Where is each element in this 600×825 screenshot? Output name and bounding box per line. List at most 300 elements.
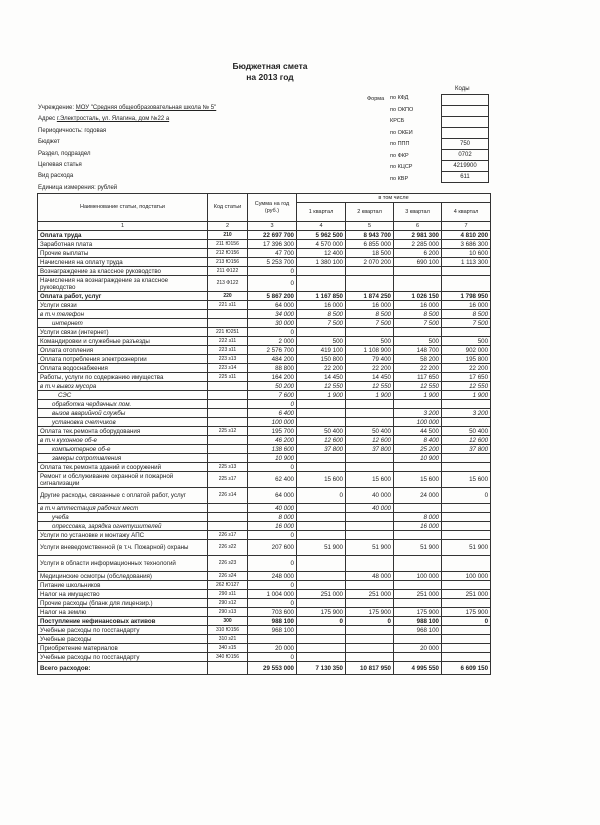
row-name: Услуги связи <box>38 301 208 310</box>
row-q2 <box>346 581 394 590</box>
row-q4 <box>442 626 491 635</box>
row-q4 <box>442 581 491 590</box>
row-q1: 15 600 <box>297 472 346 488</box>
row-code: 223 з13 <box>208 355 248 364</box>
row-q3: 22 200 <box>394 364 442 373</box>
table-row <box>38 328 491 337</box>
row-sum: 7 600 <box>248 391 297 400</box>
row-q1 <box>297 522 346 531</box>
row-q1: 8 500 <box>297 310 346 319</box>
row-q4: 37 800 <box>442 445 491 454</box>
row-code: 211 Ю156 <box>208 240 248 249</box>
header-sum: Сумма на год (руб.) <box>248 194 297 222</box>
row-q4 <box>442 400 491 409</box>
row-sum: 703 600 <box>248 608 297 617</box>
row-name: обработка чердачных пом. <box>38 400 208 409</box>
row-q3 <box>394 463 442 472</box>
institution-label: Учреждение: <box>38 105 76 111</box>
row-q4: 0 <box>442 617 491 626</box>
row-sum: 22 697 700 <box>248 231 297 240</box>
row-name: Налог на землю <box>38 608 208 617</box>
table-row <box>38 258 491 267</box>
row-q4 <box>442 454 491 463</box>
row-q2: 37 800 <box>346 445 394 454</box>
row-q4: 500 <box>442 337 491 346</box>
row-q1: 1 900 <box>297 391 346 400</box>
table-row <box>38 504 491 513</box>
row-q4: 6 609 150 <box>442 662 491 675</box>
row-q1: 251 000 <box>297 590 346 599</box>
row-q2: 40 000 <box>346 504 394 513</box>
code-value: 611 <box>442 172 489 183</box>
code-value: 0702 <box>442 150 489 161</box>
row-q2 <box>346 531 394 540</box>
row-q1: 419 100 <box>297 346 346 355</box>
row-q2: 500 <box>346 337 394 346</box>
code-label: по КЦСР <box>390 164 413 170</box>
row-q1 <box>297 409 346 418</box>
row-q2: 15 600 <box>346 472 394 488</box>
row-code: 210 <box>208 231 248 240</box>
row-q4 <box>442 653 491 662</box>
table-row <box>38 249 491 258</box>
row-sum: 0 <box>248 599 297 608</box>
row-q2 <box>346 522 394 531</box>
row-q3: 8 000 <box>394 513 442 522</box>
row-name: Поступление нефинансовых активов <box>38 617 208 626</box>
row-q2 <box>346 267 394 276</box>
row-code: 225 з17 <box>208 472 248 488</box>
row-q3: 1 026 150 <box>394 292 442 301</box>
table-row <box>38 310 491 319</box>
row-sum: 138 600 <box>248 445 297 454</box>
row-sum: 0 <box>248 653 297 662</box>
row-q4: 902 000 <box>442 346 491 355</box>
row-q3 <box>394 653 442 662</box>
row-q3 <box>394 276 442 292</box>
row-code: 226 з24 <box>208 572 248 581</box>
row-sum: 968 100 <box>248 626 297 635</box>
row-sum: 0 <box>248 328 297 337</box>
col-num: 3 <box>248 222 297 231</box>
row-code: 223 з11 <box>208 346 248 355</box>
col-num: 5 <box>346 222 394 231</box>
code-label: по ФКР <box>390 152 409 159</box>
row-q2 <box>346 599 394 608</box>
row-name: в т.ч телефон <box>38 310 208 319</box>
row-name: Начисления на вознаграждение за классное руководство <box>38 276 208 292</box>
row-sum: 164 200 <box>248 373 297 382</box>
row-sum: 29 553 000 <box>248 662 297 675</box>
code-label: по ОКПО <box>390 106 414 113</box>
row-q1 <box>297 276 346 292</box>
table-row <box>38 418 491 427</box>
row-code <box>208 400 248 409</box>
row-q4: 50 400 <box>442 427 491 436</box>
row-sum: 0 <box>248 267 297 276</box>
row-q1: 12 400 <box>297 249 346 258</box>
row-name: Питание школьников <box>38 581 208 590</box>
row-q4: 195 800 <box>442 355 491 364</box>
table-row <box>38 540 491 556</box>
expense-type-label: Вид расхода <box>38 173 74 180</box>
table-row <box>38 364 491 373</box>
row-sum: 0 <box>248 276 297 292</box>
row-code: 213 Ю156 <box>208 258 248 267</box>
row-q3: 8 400 <box>394 436 442 445</box>
row-sum: 62 400 <box>248 472 297 488</box>
row-q3 <box>394 400 442 409</box>
row-q1: 4 570 000 <box>297 240 346 249</box>
row-q1 <box>297 572 346 581</box>
row-name: Прочие выплаты <box>38 249 208 258</box>
row-code: 262 Ю127 <box>208 581 248 590</box>
code-value <box>442 128 489 139</box>
row-q2 <box>346 653 394 662</box>
row-q4 <box>442 463 491 472</box>
row-q1: 7 500 <box>297 319 346 328</box>
row-q1 <box>297 328 346 337</box>
row-q1 <box>297 599 346 608</box>
row-q1: 14 450 <box>297 373 346 382</box>
row-q4 <box>442 556 491 572</box>
table-row <box>38 436 491 445</box>
row-name: Ремонт и обслуживание охранной и пожарной сигнализации <box>38 472 208 488</box>
table-row <box>38 463 491 472</box>
budget-label: Бюджет <box>38 139 60 146</box>
row-q3: 8 500 <box>394 310 442 319</box>
table-row <box>38 409 491 418</box>
row-q2 <box>346 556 394 572</box>
row-sum: 50 200 <box>248 382 297 391</box>
row-q1: 175 900 <box>297 608 346 617</box>
row-sum: 47 700 <box>248 249 297 258</box>
code-label: по КВР <box>390 175 409 182</box>
row-q1: 0 <box>297 617 346 626</box>
table-row <box>38 488 491 504</box>
periodicity: Периодичность: годовая <box>38 127 107 134</box>
row-name: компьютерное об-е <box>38 445 208 454</box>
row-q2 <box>346 276 394 292</box>
row-code: 310 з21 <box>208 635 248 644</box>
row-q3: 44 500 <box>394 427 442 436</box>
row-q1: 16 000 <box>297 301 346 310</box>
document-meta <box>38 103 216 194</box>
row-q1: 150 800 <box>297 355 346 364</box>
row-q2: 14 450 <box>346 373 394 382</box>
row-name: учеба <box>38 513 208 522</box>
table-row <box>38 626 491 635</box>
row-q2 <box>346 418 394 427</box>
row-name: Прочие расходы (бланк для лицензир.) <box>38 599 208 608</box>
row-q4: 22 200 <box>442 364 491 373</box>
row-sum: 207 600 <box>248 540 297 556</box>
row-q3: 2 285 000 <box>394 240 442 249</box>
row-q2: 1 874 250 <box>346 292 394 301</box>
row-sum: 0 <box>248 400 297 409</box>
row-q1: 1 167 850 <box>297 292 346 301</box>
table-row <box>38 472 491 488</box>
row-name: Оплата тек.ремонта зданий и сооружений <box>38 463 208 472</box>
address-value: г.Электросталь, ул. Ялагина, дом №22 а <box>56 116 170 123</box>
row-q2: 2 070 200 <box>346 258 394 267</box>
row-name: в т.ч аттестация рабочих мест <box>38 504 208 513</box>
row-code: 221 з11 <box>208 301 248 310</box>
row-q1: 12 550 <box>297 382 346 391</box>
row-sum: 30 000 <box>248 319 297 328</box>
row-q2: 7 500 <box>346 319 394 328</box>
row-name: Оплата водоснабжения <box>38 364 208 373</box>
row-q2: 79 400 <box>346 355 394 364</box>
row-code <box>208 319 248 328</box>
row-q1: 1 380 100 <box>297 258 346 267</box>
row-q1 <box>297 531 346 540</box>
row-sum: 0 <box>248 531 297 540</box>
row-code: 290 з12 <box>208 599 248 608</box>
row-q1: 22 200 <box>297 364 346 373</box>
row-q3: 4 995 550 <box>394 662 442 675</box>
row-q4 <box>442 276 491 292</box>
row-name: Учебные расходы по госстандарту <box>38 626 208 635</box>
row-q1 <box>297 556 346 572</box>
table-row <box>38 355 491 364</box>
row-q2 <box>346 626 394 635</box>
row-sum: 34 000 <box>248 310 297 319</box>
row-q3: 6 200 <box>394 249 442 258</box>
document-subtitle: на 2013 год <box>246 72 294 82</box>
row-name: Оплата труда <box>38 231 208 240</box>
row-sum: 64 000 <box>248 488 297 504</box>
row-sum: 195 700 <box>248 427 297 436</box>
row-q2: 0 <box>346 617 394 626</box>
table-row <box>38 662 491 675</box>
row-sum: 5 867 200 <box>248 292 297 301</box>
table-row <box>38 240 491 249</box>
row-code: 225 з12 <box>208 427 248 436</box>
row-code: 221 Ю251 <box>208 328 248 337</box>
row-code: 225 з11 <box>208 373 248 382</box>
row-q4 <box>442 328 491 337</box>
code-value: 4219900 <box>442 161 489 172</box>
row-code: 226 з17 <box>208 531 248 540</box>
row-code: 290 з13 <box>208 608 248 617</box>
row-name: вызов аварийной службы <box>38 409 208 418</box>
row-q1 <box>297 653 346 662</box>
col-num: 6 <box>394 222 442 231</box>
row-q3: 20 000 <box>394 644 442 653</box>
row-name: опрессовка, зарядка огнетушителей <box>38 522 208 531</box>
row-code <box>208 391 248 400</box>
row-q2: 12 600 <box>346 436 394 445</box>
row-code <box>208 662 248 675</box>
row-q4 <box>442 599 491 608</box>
row-q1: 0 <box>297 488 346 504</box>
row-sum: 20 000 <box>248 644 297 653</box>
row-sum: 8 000 <box>248 513 297 522</box>
table-row <box>38 653 491 662</box>
row-name: в т.ч вывоз мусора <box>38 382 208 391</box>
code-labels <box>390 95 413 187</box>
row-q2 <box>346 400 394 409</box>
row-q2: 8 943 700 <box>346 231 394 240</box>
row-q4 <box>442 418 491 427</box>
table-row <box>38 276 491 292</box>
row-q1 <box>297 644 346 653</box>
row-q2: 10 817 950 <box>346 662 394 675</box>
table-row <box>38 617 491 626</box>
row-sum: 16 000 <box>248 522 297 531</box>
codes-table <box>441 94 489 183</box>
row-q1 <box>297 513 346 522</box>
row-code: 226 з14 <box>208 488 248 504</box>
row-name: Услуги по установке и монтажу АПС <box>38 531 208 540</box>
table-row <box>38 513 491 522</box>
row-code: 300 <box>208 617 248 626</box>
table-row <box>38 644 491 653</box>
row-q3: 24 000 <box>394 488 442 504</box>
row-q4: 1 113 300 <box>442 258 491 267</box>
row-name: Командировки и служебные разъезды <box>38 337 208 346</box>
codes-header: Коды <box>455 86 470 92</box>
row-q3: 1 900 <box>394 391 442 400</box>
row-q4: 0 <box>442 488 491 504</box>
row-name: в т.ч кухонное об-е <box>38 436 208 445</box>
row-q4: 12 550 <box>442 382 491 391</box>
row-code: 290 з11 <box>208 590 248 599</box>
row-q4 <box>442 504 491 513</box>
row-sum: 40 000 <box>248 504 297 513</box>
row-q4: 175 900 <box>442 608 491 617</box>
row-sum: 5 253 700 <box>248 258 297 267</box>
table-row <box>38 531 491 540</box>
row-name: Учебные расходы <box>38 635 208 644</box>
section-label: Раздел, подраздел <box>38 150 91 157</box>
row-q3: 690 100 <box>394 258 442 267</box>
row-code: 222 з11 <box>208 337 248 346</box>
row-sum: 248 000 <box>248 572 297 581</box>
row-code <box>208 454 248 463</box>
table-row <box>38 445 491 454</box>
address-line <box>38 114 216 125</box>
row-q3 <box>394 267 442 276</box>
row-q4: 4 810 200 <box>442 231 491 240</box>
row-name: Вознаграждение за классное руководство <box>38 267 208 276</box>
header-name: Наименование статьи, подстатьи <box>38 194 208 222</box>
table-row <box>38 590 491 599</box>
row-q4: 12 600 <box>442 436 491 445</box>
row-code <box>208 418 248 427</box>
col-num: 7 <box>442 222 491 231</box>
col-num: 1 <box>38 222 208 231</box>
row-code <box>208 522 248 531</box>
row-q2 <box>346 513 394 522</box>
row-q3: 51 900 <box>394 540 442 556</box>
row-sum: 64 000 <box>248 301 297 310</box>
row-name: Медицинские осмотры (обследования) <box>38 572 208 581</box>
row-code: 310 Ю156 <box>208 626 248 635</box>
row-name: Услуги в области информационных технологий <box>38 556 208 572</box>
table-row <box>38 599 491 608</box>
row-sum <box>248 635 297 644</box>
row-q4: 8 500 <box>442 310 491 319</box>
table-row <box>38 346 491 355</box>
header-including: в том числе <box>297 194 491 203</box>
row-name: замеры сопротивления <box>38 454 208 463</box>
header-q2: 2 квартал <box>346 203 394 222</box>
table-row <box>38 427 491 436</box>
table-row <box>38 608 491 617</box>
row-q2: 16 000 <box>346 301 394 310</box>
row-q3: 12 550 <box>394 382 442 391</box>
table-row <box>38 391 491 400</box>
col-num: 4 <box>297 222 346 231</box>
row-q4: 1 798 950 <box>442 292 491 301</box>
row-q1 <box>297 267 346 276</box>
row-q3: 58 200 <box>394 355 442 364</box>
row-name: Оплата потребления электроэнергии <box>38 355 208 364</box>
row-code: 211 Ф122 <box>208 267 248 276</box>
row-q1: 12 600 <box>297 436 346 445</box>
row-name: Начисления на оплату труда <box>38 258 208 267</box>
row-code <box>208 513 248 522</box>
row-name: Учебные расходы по госстандарту <box>38 653 208 662</box>
code-value: 750 <box>442 139 489 150</box>
row-q2 <box>346 635 394 644</box>
row-name: Оплата отопления <box>38 346 208 355</box>
row-q3 <box>394 504 442 513</box>
row-q3: 7 500 <box>394 319 442 328</box>
table-row <box>38 454 491 463</box>
row-name: Всего расходов: <box>38 662 208 675</box>
row-sum: 17 396 300 <box>248 240 297 249</box>
document-title: Бюджетная смета <box>232 61 308 71</box>
table-row <box>38 373 491 382</box>
header-code: Код статьи <box>208 194 248 222</box>
row-q1: 7 130 350 <box>297 662 346 675</box>
header-q3: 3 квартал <box>394 203 442 222</box>
row-q4: 10 600 <box>442 249 491 258</box>
row-name: установка счетчиков <box>38 418 208 427</box>
row-q2: 51 900 <box>346 540 394 556</box>
row-sum: 10 900 <box>248 454 297 463</box>
row-q2: 12 550 <box>346 382 394 391</box>
table-row <box>38 581 491 590</box>
table-row <box>38 231 491 240</box>
table-row <box>38 319 491 328</box>
row-q3 <box>394 328 442 337</box>
row-q4 <box>442 635 491 644</box>
row-q3 <box>394 599 442 608</box>
row-q3: 175 900 <box>394 608 442 617</box>
row-q2 <box>346 409 394 418</box>
row-q3: 16 000 <box>394 522 442 531</box>
row-q3: 988 100 <box>394 617 442 626</box>
target-label: Целевая статья <box>38 162 82 169</box>
row-q3: 251 000 <box>394 590 442 599</box>
table-row <box>38 635 491 644</box>
code-label: по ППП <box>390 141 410 147</box>
row-q4: 251 000 <box>442 590 491 599</box>
row-sum: 46 200 <box>248 436 297 445</box>
row-code: 225 з13 <box>208 463 248 472</box>
row-q2: 22 200 <box>346 364 394 373</box>
row-code: 340 з15 <box>208 644 248 653</box>
row-q3: 15 600 <box>394 472 442 488</box>
row-name: Услуги связи (интернет) <box>38 328 208 337</box>
row-q4: 51 900 <box>442 540 491 556</box>
row-code: 212 Ю156 <box>208 249 248 258</box>
row-q2: 1 108 900 <box>346 346 394 355</box>
